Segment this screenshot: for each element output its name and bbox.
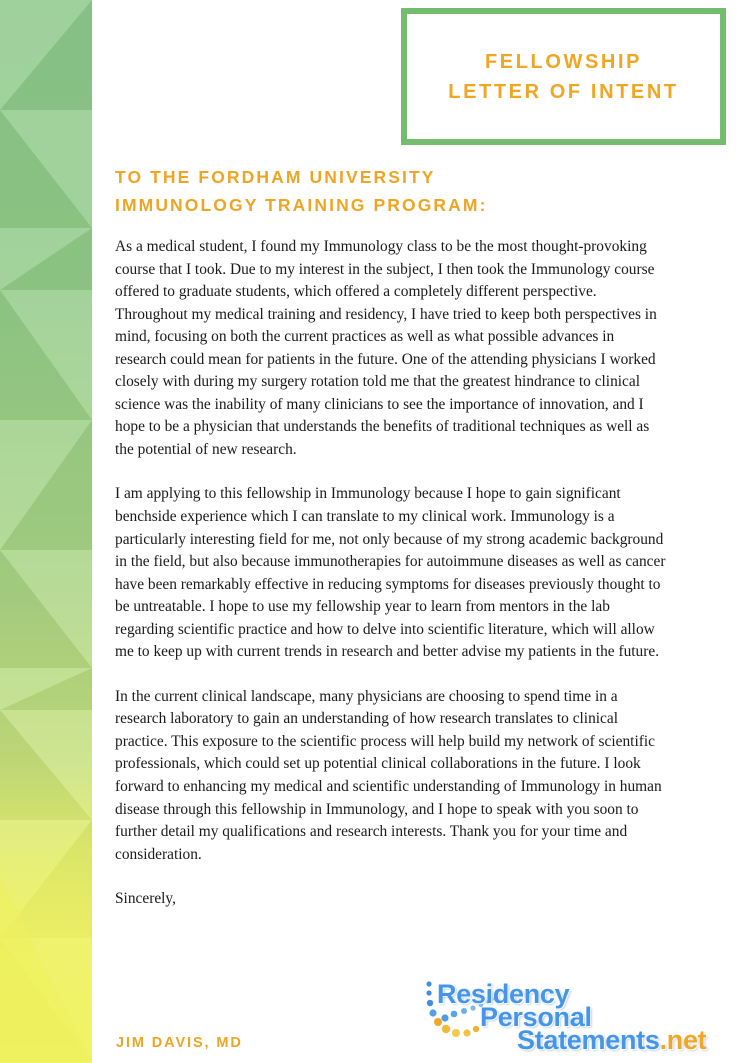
decorative-sidebar bbox=[0, 0, 92, 1063]
body-paragraph: I am applying to this fellowship in Immunology because I hope to gain significant benchside experience which I can translate to my clinical work. Immunology is a particularly interesting field for me, not only because of my strong academic background in the field, but also because immunotherapies for autoimmune diseases as well as cancer have been remarkably effective in reducing symptoms for diseases previously thought to be untreatable. I hope to use my fellowship year to learn from mentors in the lab regarding scientific practice and how to delve into scientific literature, which will allow me to keep up with current trends in research and better advise my patients in the future. bbox=[115, 485, 666, 661]
signature-name: JIM DAVIS, MD bbox=[116, 1035, 243, 1051]
sidebar-facet bbox=[0, 228, 92, 290]
sidebar-facet bbox=[0, 710, 92, 820]
logo-statements-text: Statements bbox=[517, 1025, 660, 1055]
logo-wordmark bbox=[424, 978, 744, 1058]
sidebar-facet bbox=[0, 550, 92, 668]
page-right-edge bbox=[746, 0, 752, 1063]
body-paragraph: As a medical student, I found my Immunology class to be the most thought-provoking course that I took. Due to my interest in the subject, I then took the Immunology course offered to graduate students, which offered a completely different perspective. Throughout my medical training and residency, I have tried to keep both perspectives in mind, focusing on both the current practices as well as what possible advances in research could mean for patients in the future. One of the attending physicians I worked closely with during my surgery rotation told me that the greatest hindrance to clinical science was the inability of many clinicians to see the importance of innovation, and I hope to be a physician that understands the benefits of traditional techniques as well as the potential of new research. bbox=[115, 238, 657, 458]
residency-personal-statements-logo bbox=[424, 978, 744, 1058]
sidebar-facet bbox=[0, 290, 92, 420]
letter-body bbox=[115, 236, 666, 911]
logo-word-personal: Personal bbox=[480, 1002, 592, 1032]
sidebar-facet bbox=[0, 938, 92, 1063]
sidebar-facet bbox=[0, 110, 92, 228]
logo-tld: .net bbox=[659, 1025, 707, 1055]
salutation-heading bbox=[115, 163, 675, 220]
logo-word-statements bbox=[517, 1025, 706, 1056]
logo-word-residency: Residency bbox=[437, 979, 570, 1009]
closing-line: Sincerely, bbox=[115, 890, 176, 908]
body-paragraph: In the current clinical landscape, many physicians are choosing to spend time in a research laboratory to gain an understanding of how research translates to clinical practice. This exposure to the scientific process will help build my network of scientific professionals, which could set up potential clinical collaborations in the future. I look forward to enhancing my medical and scientific understanding of Immunology in human disease through this fellowship in Immunology, and I hope to speak with you soon to further detail my qualifications and research interests. Thank you for your time and consideration. bbox=[115, 687, 662, 863]
title-line-2: LETTER OF INTENT bbox=[448, 80, 679, 103]
salutation-line-2: IMMUNOLOGY TRAINING PROGRAM: bbox=[115, 195, 488, 216]
title-line-1: FELLOWSHIP bbox=[484, 50, 643, 73]
sidebar-facet bbox=[0, 668, 92, 710]
salutation-line-1: TO THE FORDHAM UNIVERSITY bbox=[115, 167, 436, 187]
document-title-box bbox=[401, 8, 726, 145]
sidebar-facet bbox=[0, 420, 92, 550]
sidebar-facet bbox=[0, 0, 92, 110]
sidebar-facet bbox=[0, 820, 92, 938]
